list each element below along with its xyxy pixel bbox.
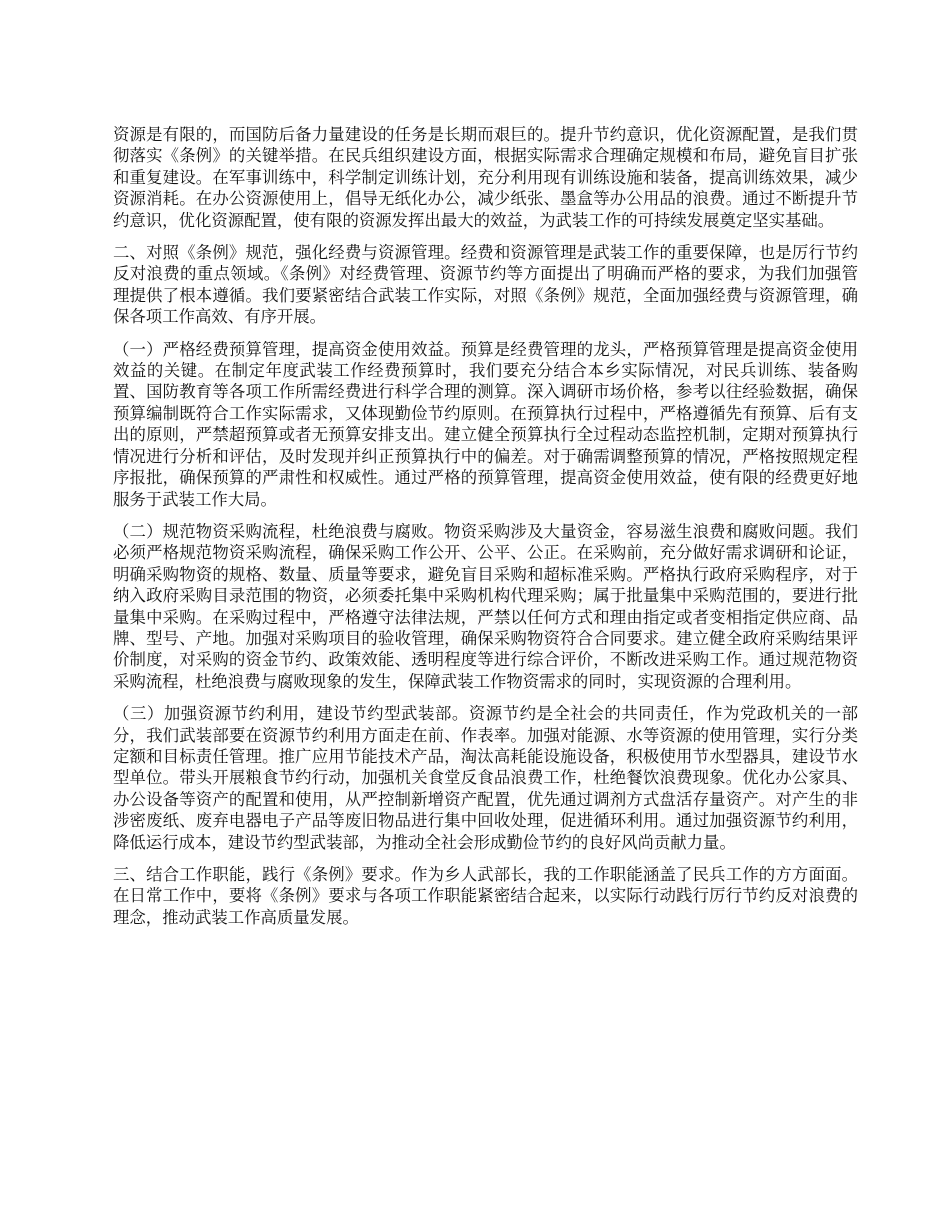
- paragraph-resource-awareness: 资源是有限的，而国防后备力量建设的任务是长期而艰巨的。提升节约意识，优化资源配置，是我们贯彻落实《条例》的关键举措。在民兵组织建设方面，根据实际需求合理确定规模和布局，避免盲目扩张和重复建设。在军事训练中，科学制定训练计划，充分利用现有训练设施和装备，提高训练效果，减少资源消耗。在办公资源使用上，倡导无纸化办公，减少纸张、墨盒等办公用品的浪费。通过不断提升节约意识，优化资源配置，使有限的资源发挥出最大的效益，为武装工作的可持续发展奠定坚实基础。: [113, 125, 858, 230]
- paragraph-resource-saving: （三）加强资源节约利用，建设节约型武装部。资源节约是全社会的共同责任，作为党政机关的一部分，我们武装部要在资源节约利用方面走在前、作表率。加强对能源、水等资源的使用管理，实行分类定额和目标责任管理。推广应用节能技术产品，淘汰高耗能设施设备，积极使用节水型器具，建设节水型单位。带头开展粮食节约行动，加强机关食堂反食品浪费工作，杜绝餐饮浪费现象。优化办公家具、办公设备等资产的配置和使用，从严控制新增资产配置，优先通过调剂方式盘活存量资产。对产生的非涉密废纸、废弃电器电子产品等废旧物品进行集中回收处理，促进循环利用。通过加强资源节约利用，降低运行成本，建设节约型武装部，为推动全社会形成勤俭节约的良好风尚贡献力量。: [113, 704, 858, 852]
- paragraph-budget-management: （一）严格经费预算管理，提高资金使用效益。预算是经费管理的龙头，严格预算管理是提高资金使用效益的关键。在制定年度武装工作经费预算时，我们要充分结合本乡实际情况，对民兵训练、装备购置、国防教育等各项工作所需经费进行科学合理的测算。深入调研市场价格，参考以往经验数据，确保预算编制既符合工作实际需求，又体现勤俭节约原则。在预算执行过程中，严格遵循先有预算、后有支出的原则，严禁超预算或者无预算安排支出。建立健全预算执行全过程动态监控机制，定期对预算执行情况进行分析和评估，及时发现并纠正预算执行中的偏差。对于确需调整预算的情况，严格按照规定程序报批，确保预算的严肃性和权威性。通过严格的预算管理，提高资金使用效益，使有限的经费更好地服务于武装工作大局。: [113, 339, 858, 509]
- paragraph-procurement: （二）规范物资采购流程，杜绝浪费与腐败。物资采购涉及大量资金，容易滋生浪费和腐败问题。我们必须严格规范物资采购流程，确保采购工作公开、公平、公正。在采购前，充分做好需求调研和论证，明确采购物资的规格、数量、质量等要求，避免盲目采购和超标准采购。严格执行政府采购程序，对于纳入政府采购目录范围的物资，必须委托集中采购机构代理采购；属于批量集中采购范围的，要进行批量集中采购。在采购过程中，严格遵守法律法规，严禁以任何方式和理由指定或者变相指定供应商、品牌、型号、产地。加强对采购项目的验收管理，确保采购物资符合合同要求。建立健全政府采购结果评价制度，对采购的资金节约、政策效能、透明程度等进行综合评价，不断改进采购工作。通过规范物资采购流程，杜绝浪费与腐败现象的发生，保障武装工作物资需求的同时，实现资源的合理利用。: [113, 521, 858, 691]
- document-body: [113, 124, 858, 939]
- paragraph-section-2-heading: 二、对照《条例》规范，强化经费与资源管理。经费和资源管理是武装工作的重要保障，也是厉行节约反对浪费的重点领域。《条例》对经费管理、资源节约等方面提出了明确而严格的要求，为我们加强管理提供了根本遵循。我们要紧密结合武装工作实际，对照《条例》规范，全面加强经费与资源管理，确保各项工作高效、有序开展。: [113, 243, 858, 327]
- paragraph-section-3-heading: 三、结合工作职能，践行《条例》要求。作为乡人武部长，我的工作职能涵盖了民兵工作的方方面面。在日常工作中，要将《条例》要求与各项工作职能紧密结合起来，以实际行动践行厉行节约反对浪费的理念，推动武装工作高质量发展。: [113, 865, 858, 927]
